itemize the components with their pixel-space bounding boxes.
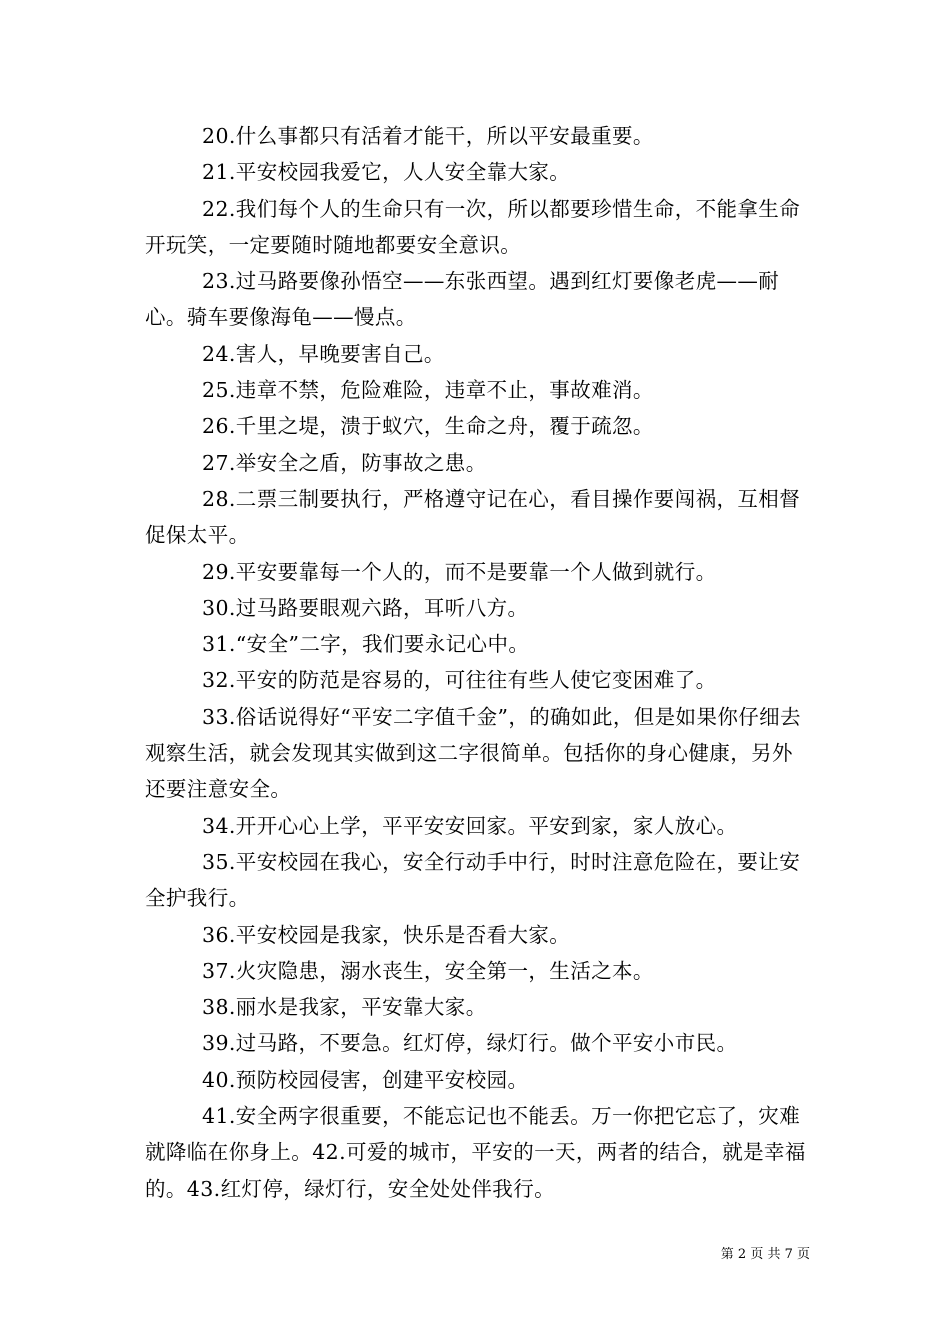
paragraph-38: 38.丽水是我家，平安靠大家。 — [202, 995, 487, 1020]
paragraph-26: 26.千里之堤，溃于蚁穴，生命之舟，覆于疏忽。 — [202, 414, 654, 439]
paragraph-25: 25.违章不禁，危险难险，违章不止，事故难消。 — [202, 378, 654, 403]
paragraph-30: 30.过马路要眼观六路，耳听八方。 — [202, 595, 529, 620]
paragraph-22: 22.我们每个人的生命只有一次，所以都要珍惜生命，不能拿生命开玩笑，一定要随时随地都要安全意识。 — [145, 196, 801, 257]
paragraph-28: 28.二票三制要执行，严格遵守记在心，看目操作要闯祸，互相督促保太平。 — [145, 486, 801, 548]
paragraph-32: 32.平安的防范是容易的，可往往有些人使它变困难了。 — [202, 668, 717, 693]
paragraph-24: 24.害人，早晚要害自己。 — [202, 341, 445, 366]
paragraph-21: 21.平安校园我爱它，人人安全靠大家。 — [202, 160, 571, 185]
paragraph-41: 41.安全两字很重要，不能忘记也不能丢。万一你把它忘了，灾难就降临在你身上。42.可爱的城市，平安的一天，两者的结合，就是幸福的。43.红灯停，绿灯行，安全处处伴我行。 — [145, 1104, 806, 1201]
paragraph-40: 40.预防校园侵害，创建平安校园。 — [202, 1067, 529, 1092]
page-number: 第 2 页 共 7 页 — [720, 1247, 810, 1262]
paragraph-36: 36.平安校园是我家，快乐是否看大家。 — [202, 922, 571, 947]
document-body — [145, 118, 810, 1207]
paragraph-20: 20.什么事都只有活着才能干，所以平安最重要。 — [202, 124, 654, 148]
paragraph-33: 33.俗话说得好“平安二字值千金”，的确如此，但是如果你仔细去观察生活，就会发现其实做到这二字很简单。包括你的身心健康，另外还要注意安全。 — [145, 704, 801, 802]
paragraph-23: 23.过马路要像孙悟空——东张西望。遇到红灯要像老虎——耐心。骑车要像海龟——慢点。 — [145, 269, 780, 330]
paragraph-35: 35.平安校园在我心，安全行动手中行，时时注意危险在，要让安全护我行。 — [145, 849, 801, 911]
paragraph-39: 39.过马路，不要急。红灯停，绿灯行。做个平安小市民。 — [202, 1031, 738, 1056]
paragraph-37: 37.火灾隐患，溺水丧生，安全第一，生活之本。 — [202, 958, 654, 983]
paragraph-29: 29.平安要靠每一个人的，而不是要靠一个人做到就行。 — [202, 559, 717, 584]
paragraph-31: 31.“安全”二字，我们要永记心中。 — [202, 632, 530, 657]
paragraph-34: 34.开开心心上学，平平安安回家。平安到家，家人放心。 — [202, 813, 738, 838]
paragraph-27: 27.举安全之盾，防事故之患。 — [202, 450, 487, 475]
